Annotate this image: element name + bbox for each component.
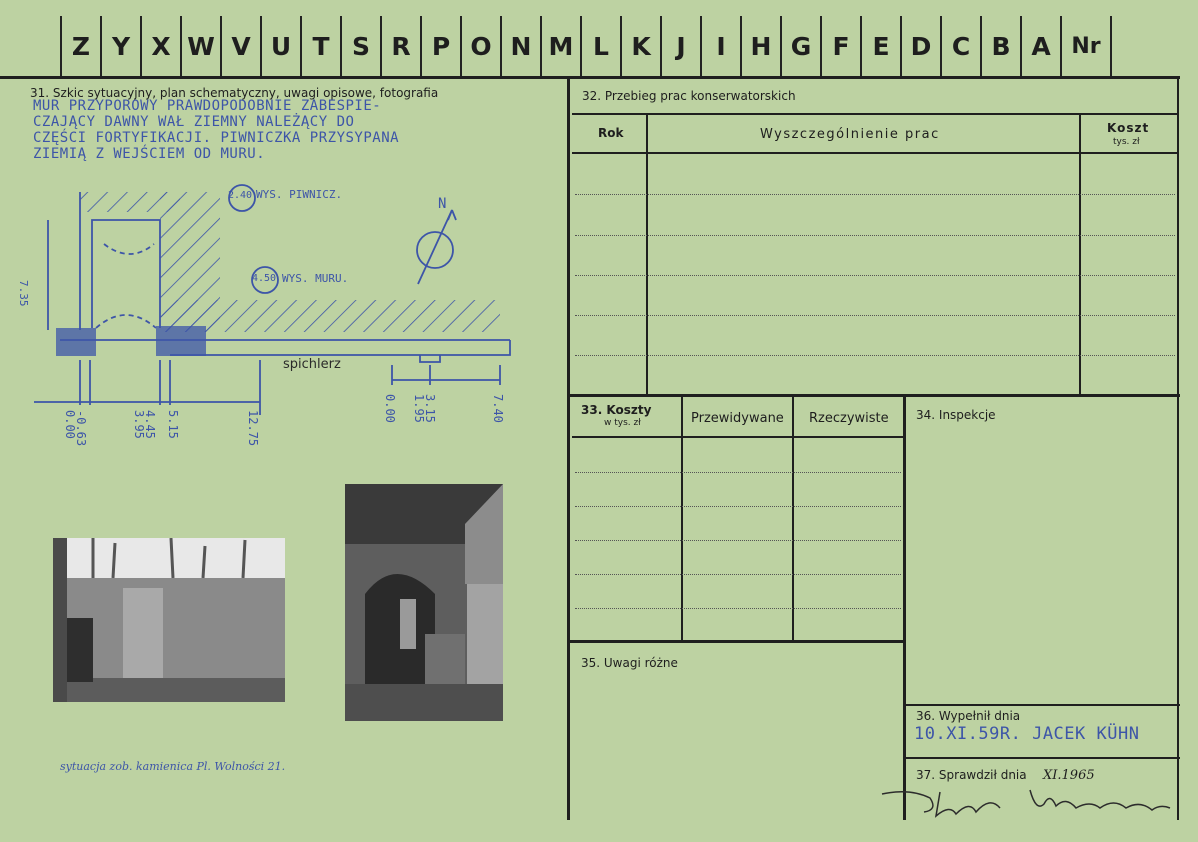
note-line: ZIEMIĄ Z WEJŚCIEM OD MURU. [33,146,266,162]
signature [880,782,1180,832]
row-line [575,194,1175,195]
divider-left-right [567,76,570,820]
section33-unit: w tys. zł [604,418,641,428]
sketch-label-2: WYS. MURU. [282,272,349,285]
letter-cell: I [700,16,740,76]
table32-header-bottom [572,152,1178,154]
letter-cell: L [580,16,620,76]
section37-top [906,757,1180,759]
letter-index-row [60,16,1112,76]
letter-cell: S [340,16,380,76]
letter-cell: R [380,16,420,76]
row-line [575,275,1175,276]
row-line [575,608,901,609]
col-rok: Rok [598,126,624,140]
letter-cell: F [820,16,860,76]
letter-cell: G [780,16,820,76]
table32-col2 [1079,113,1081,395]
letter-cell: Z [60,16,100,76]
letter-cell: O [460,16,500,76]
dimension-label: 12.75 [246,410,260,447]
section33-bottom [570,640,906,643]
letter-cell: X [140,16,180,76]
table33-header-bottom [572,436,904,438]
header-rule [0,76,1180,79]
row-line [575,315,1175,316]
letter-cell: P [420,16,460,76]
letter-cell: C [940,16,980,76]
letter-cell: M [540,16,580,76]
row-line [575,355,1175,356]
building-label: spichlerz [283,357,341,372]
dimension-label: 7.40 [491,394,505,423]
table33-col1 [681,397,683,641]
section37-label: 37. Sprawdził dnia [916,768,1027,782]
section33-label: 33. Koszty [581,403,652,417]
col-koszt: Koszt [1107,121,1150,135]
sketch-circle-1: 2.40 [228,190,253,201]
dimension-label: 0.00 [383,394,397,423]
letter-cell: V [220,16,260,76]
letter-cell: B [980,16,1020,76]
note-line: CZAJĄCY DAWNY WAŁ ZIEMNY NALEŻĄCY DO [33,114,355,130]
section35-label: 35. Uwagi różne [581,656,678,670]
letter-cell: T [300,16,340,76]
section37-value: XI.1965 [1043,768,1095,783]
photo-wall [53,538,285,702]
col-actual: Rzeczywiste [809,411,889,426]
dimension-label: 3.15 [423,394,437,423]
letter-cell: W [180,16,220,76]
note-line: CZĘŚCI FORTYFIKACJI. PIWNICZKA PRZYSYPANA [33,130,400,146]
row-line [575,472,901,473]
section31-label: 31. Szkic sytuacyjny, plan schematyczny, uwagi opisowe, fotografia [30,86,439,100]
dimension-label: -0.63 [74,410,88,447]
col-planned: Przewidywane [691,411,784,426]
letter-cell: A [1020,16,1060,76]
side-dimension: 7.35 [17,280,30,307]
dimension-label: 3.95 [132,410,146,439]
right-edge [1177,76,1179,820]
dimension-label: 0.00 [63,410,77,439]
section36-label: 36. Wypełnił dnia [916,709,1021,723]
sketch-circle-2: 4.50 [252,273,277,284]
section32-bottom [570,394,1180,397]
dimension-label: 4.45 [143,410,157,439]
letter-cell: J [660,16,700,76]
letter-cell: Y [100,16,140,76]
letter-cell: D [900,16,940,76]
table33-col2 [792,397,794,641]
row-line [575,574,901,575]
row-line [575,540,901,541]
section36-value: 10.XI.59R. JACEK KÜHN [914,724,1140,744]
section34-label: 34. Inspekcje [916,408,996,422]
photo-cellar-entrance [345,484,503,721]
col-koszt-unit: tys. zł [1113,137,1140,147]
footer-note-31: sytuacja zob. kamienica Pl. Wolności 21. [60,760,286,773]
table32-col1 [646,113,648,395]
note-line: MUR PRZYPOROWY PRAWDOPODOBNIE ZABESPIE- [33,98,382,114]
table32-top [572,113,1178,115]
section36-top [906,704,1180,706]
letter-cell: H [740,16,780,76]
north-label: N [438,196,447,212]
col-prace: Wyszczególnienie prac [760,127,940,142]
letter-cell: N [500,16,540,76]
row-line [575,235,1175,236]
nr-cell: Nr [1060,16,1112,76]
letter-cell: E [860,16,900,76]
section32-label: 32. Przebieg prac konserwatorskich [582,89,796,103]
sketch-label-1: WYS. PIWNICZ. [256,188,343,201]
situation-sketch [20,180,540,460]
dimension-label: 1.95 [412,394,426,423]
row-line [575,506,901,507]
dimension-label: 5.15 [166,410,180,439]
letter-cell: U [260,16,300,76]
letter-cell: K [620,16,660,76]
